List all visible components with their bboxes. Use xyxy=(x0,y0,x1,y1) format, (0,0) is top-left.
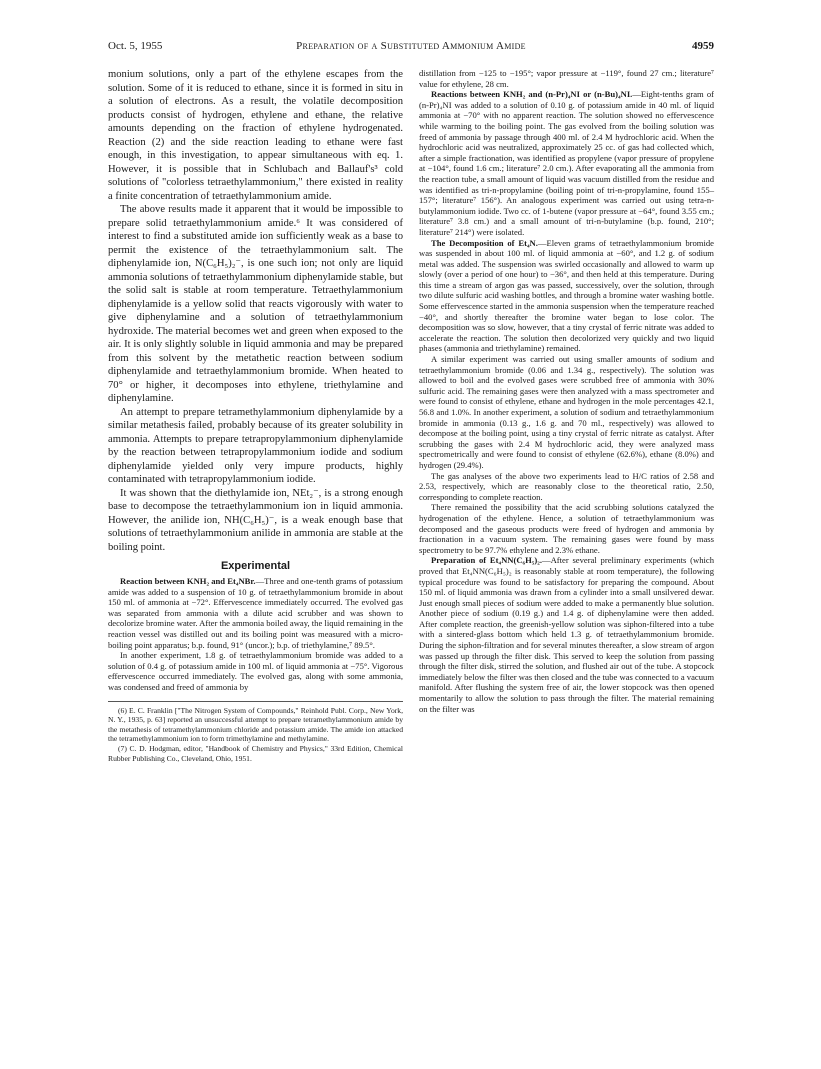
paragraph: A similar experiment was carried out using smaller amounts of sodium and tetraethylammonium bromide (0.06 and 1.34 g., respectively). The solution was allowed to boil and the evolved gases were scrubbed free of ammonia with 30% sulfuric acid. The remaining gases were then analyzed with a mass spectrometer and were found to consist of ethylene, ethane and hydrogen in the mole percentages 42.1, 56.8 and 1.0%. In another experiment, a solution of sodium and tetraethylammonium bromide in ammonia (0.13 g., 1.6 g. and 70 ml., respectively) was allowed to decompose at the boiling point, using a tiny crystal of ferric nitrate as catalyst. After scrubbing the gases with 2.4 M hydrochloric acid, they were analyzed mass spectrometrically and were found to consist of ethylene (62.6%), ethane (8.0%) and hydrogen (29.4%). xyxy=(419,354,714,470)
paragraph: monium solutions, only a part of the ethylene escapes from the solution. Some of it is reduced to ethane, since it is formed in situ in a solution of electrons. As a result, the volatile decomposition products consist of hydrogen, ethylene and ethane, the relative amounts depending on the fraction of ethylene hydrogenated. Reaction (2) and the side reaction leading to ethane were fast enough, in this investigation, to appear simultaneous with eq. 1. However, it is possible that in Schlubach and Ballauf's³ cold solutions of "colorless tetraethylammonium," there existed in reality a finite concentration of tetraethylammonium amide. xyxy=(108,69,403,202)
paragraph: The gas analyses of the above two experiments lead to H/C ratios of 2.58 and 2.53, respectively, which are reasonably close to the theoretical ratio, 2.50, corresponding to complete reaction. xyxy=(419,470,714,502)
paragraph: An attempt to prepare tetramethylammonium diphenylamide by a similar metathesis failed, probably because of its greater solubility in ammonia. Attempts to prepare tetrapropylammonium diphenylamide by the reaction between tetrapropylammonium iodide and sodium diphenylamide yielded only very impure products, highly contaminated with tetrapropylammonium iodide. xyxy=(108,406,403,485)
paragraph: The above results made it apparent that it would be impossible to prepare solid tetraethylammonium amide.⁶ It was considered of interest to find a substituted amide ion sufficiently weak as a base to permit the existence of the tetraethylammonium salt. The diphenylamide ion, N(C₆H₅)₂⁻, is one such ion; not only are liquid ammonia solutions of tetraethylammonium diphenylamide stable, but the solid salt is stable at room temperature. Tetraethylammonium diphenylamide is a yellow solid that reacts vigorously with water to give diphenylamine and a solution of tetraethylammonium hydroxide. The material becomes wet and green when exposed to the air. It is only slightly soluble in liquid ammonia and may be prepared from this solvent by the metathetic reaction between sodium diphenylamide and tetraethylammonium bromide. When heated to 70° or higher, it decomposes into ethylene, triethylamine and diphenylamine. xyxy=(108,204,403,404)
paragraph: distillation from −125 to −195°; vapor pressure at −119°, found 27 cm.; literature⁷ value for ethylene, 28 cm. xyxy=(419,68,714,89)
paragraph: There remained the possibility that the acid scrubbing solutions catalyzed the hydrogenation of the ethylene. Hence, a solution of tetraethylammonium was decomposed and the gaseous products were freed of hydrogen and ammonia by fractionation in a vacuum system. The remaining gases were found by mass spectrometry to be 97.7% ethylene and 2.3% ethane. xyxy=(419,502,714,555)
run-in-heading: Preparation of Et₄NN(C₆H₅)₂. xyxy=(431,555,542,566)
header-date: Oct. 5, 1955 xyxy=(108,40,163,52)
paragraph xyxy=(419,555,714,714)
paragraph-body: —Eight-tenths gram of (n-Pr)₄NI was added to a solution of 0.10 g. of potassium amide in 40 ml. of liquid ammonia at −70° with no apparent reaction. The solution showed no effervescence while warming to the boiling point. The gas evolved from the boiling solution was freed of ammonia by passage through 400 ml. of 2.4 M hydrochloric acid. When the hydrochloric acid was neutralized, approximately 25 cc. of gas had collected which, after a simple fractionation, was identified as propylene (vapor pressure of propylene at −104°, found 1.6 cm.; literature⁷ 2.0 cm.). After evaporating all the ammonia from the reaction tube, a small amount of liquid was vacuum distilled from the residue and was identified as tri-n-propylamine (boiling point of tri-n-propylamine, found 155–157°; literature⁷ 156°). An analogous experiment was carried out using tetra-n-butylammonium iodide. Two cc. of 1-butene (vapor pressure at −64°, found 3.55 cm.; literature⁷ 3.8 cm.) and a small amount of tri-n-butylamine (b.p. found, 210°; literature⁷ 214°) were isolated. xyxy=(419,89,715,237)
run-in-heading: The Decomposition of Et₄N. xyxy=(431,237,538,248)
page-number: 4959 xyxy=(692,40,714,52)
footnote-6: (6) E. C. Franklin ["The Nitrogen System of Compounds," Reinhold Publ. Corp., New York, N. Y., 1935, p. 63] reported an unsuccessful attempt to prepare tetramethylammonium amide by the metathesis of tetramethylammonium chloride and potassium amide. The amide ion attacked the tetramethylammonium ion to form trimethylamine and methylamine. xyxy=(108,705,403,744)
run-in-heading: Reaction between KNH₂ and Et₄NBr. xyxy=(120,576,256,586)
paragraph xyxy=(419,238,714,355)
paragraph: In another experiment, 1.8 g. of tetraethylammonium bromide was added to a solution of 0.4 g. of potassium amide in 100 ml. of liquid ammonia at −75°. Vigorous effervescence occurred immediately. The evolved gas, along with some ammonia, was condensed and freed of ammonia by xyxy=(108,650,403,692)
header-title: Preparation of a Substituted Ammonium Amide xyxy=(296,40,526,52)
page-header xyxy=(108,40,714,56)
section-heading-experimental: Experimental xyxy=(220,560,291,572)
paragraph-body: —Eleven grams of tetraethylammonium bromide was suspended in about 100 ml. of liquid ammonia at −60°, and 1.2 g. of sodium metal was added. The suspension was swirled occasionally and allowed to warm up slowly (over a period of one hour) to −36°, and then held at this temperature. During this time a stream of argon gas was passed, successively, over the solution, through two dilute sulfuric acid washing bottles, and through a bromine water washing bottle. Some effervescence started in the ammonia suspension when the temperature reached −40°, and shortly thereafter the bromine water began to lose color. The decomposition was so slow, however, that a tiny crystal of ferric nitrate was added to accelerate the reaction. The solution then decolorized very quickly and two liquid phases (ammonia and triethylamine) remained. xyxy=(419,237,714,354)
paragraph: It was shown that the diethylamide ion, NEt₂⁻, is a strong enough base to decompose the tetraethylammonium ion in liquid ammonia. However, the anilide ion, NH(C₆H₅)⁻, is a weak enough base that solutions of tetraethylammonium anilide in ammonia are stable at the boiling point. xyxy=(108,487,403,553)
left-column xyxy=(108,68,403,763)
footnote-7: (7) C. D. Hodgman, editor, "Handbook of Chemistry and Physics," 33rd Edition, Chemical Rubber Publishing Co., Cleveland, Ohio, 1951. xyxy=(108,743,403,763)
paragraph-body: —Three and one-tenth grams of potassium amide was added to a suspension of 10 g. of tetraethylammonium bromide in about 150 ml. of ammonia at −72°. Effervescence immediately occurred. The evolved gas was separated from ammonia with a dilute acid scrubber and was shown to decolorize bromine water. After the ammonia boiled away, the liquid remaining in the reaction vessel was distilled out and its boiling point was measured with a micro-boiling point apparatus; b.p. found, 91° (uncor.); b.p. of triethylamine,⁷ 89.5°. xyxy=(108,576,403,650)
paragraph-body: —After several preliminary experiments (which proved that Et₄NN(C₆H₅)₂ is reasonably stable at room temperature), the following typical procedure was found to be satisfactory for preparing the compound. About 150 ml. of liquid ammonia was drawn from a cylinder into a small unsilvered dewar. Just enough small pieces of sodium were added to make a permanently blue solution. Another piece of sodium (0.19 g.) and 1.4 g. of diphenylamine were then added. After complete reaction, the greenish-yellow solution was siphon-filtered into a tube with a sintered-glass bottom which held 1.3 g. of tetraethylammonium bromide. During the siphon-filtration and for several minutes thereafter, a slow stream of argon was passed up through the filter disk. This served to keep the solution from passing through the filter disk, stirred the solution, and flushed air out of the tube. A stopcock immediately below the filter was then closed and the tube was connected to a vacuum manifold. After flushing the system free of air, the lower stopcock was then opened momentarily to allow the solution to pass through the filter. The material remaining on the filter was xyxy=(419,555,714,714)
footnotes xyxy=(108,701,403,764)
right-column xyxy=(419,68,714,714)
paragraph xyxy=(419,89,714,237)
paragraph xyxy=(108,576,403,650)
run-in-heading: Reactions between KNH₂ and (n-Pr)₄NI or (n-Bu)₄NI. xyxy=(431,89,633,100)
